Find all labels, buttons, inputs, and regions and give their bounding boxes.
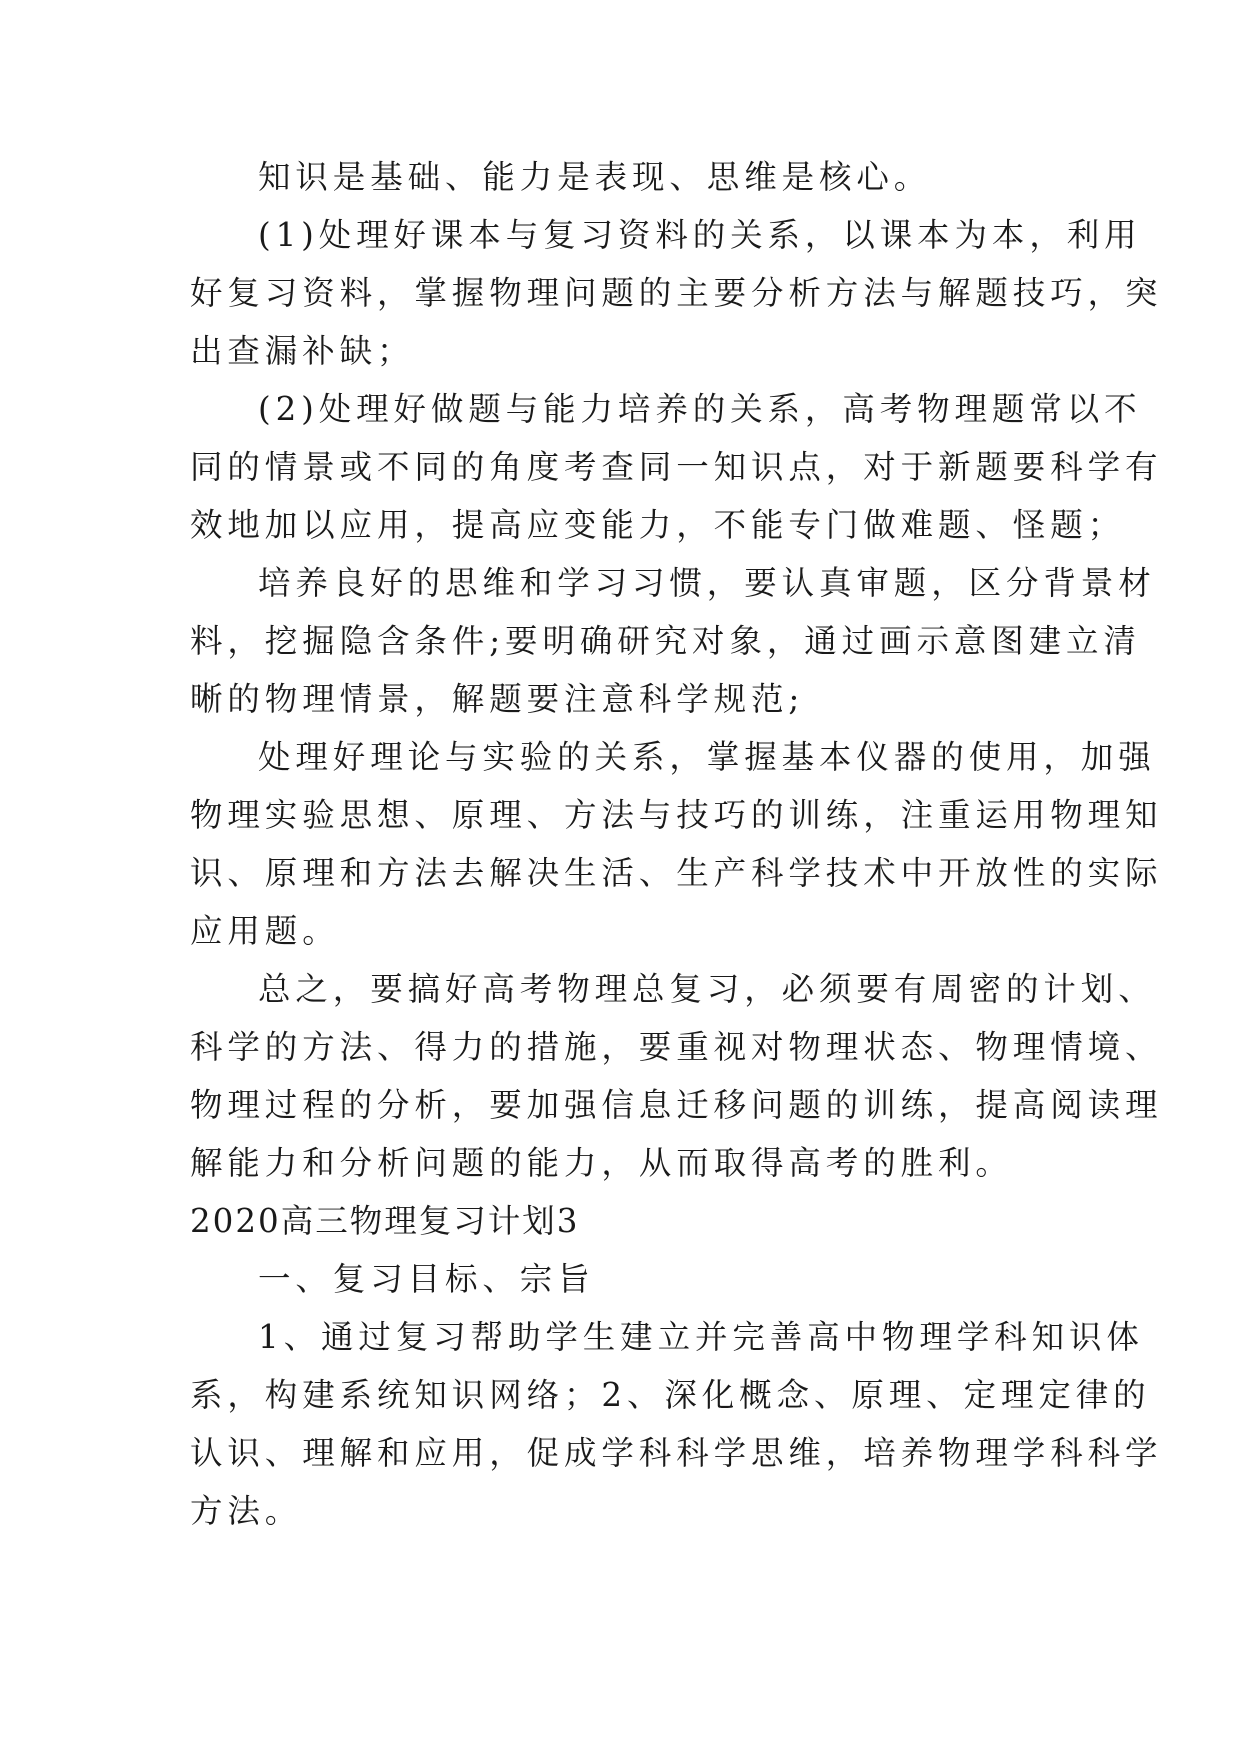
text-line: 同的情景或不同的角度考查同一知识点，对于新题要科学有 xyxy=(190,448,1163,486)
text-line: 方法。 xyxy=(190,1492,303,1530)
text-line: 科学的方法、得力的措施，要重视对物理状态、物理情境、 xyxy=(190,1028,1163,1066)
paragraph-2 xyxy=(190,206,1163,380)
text-line: 知识是基础、能力是表现、思维是核心。 xyxy=(258,158,932,196)
text-line: 物理实验思想、原理、方法与技巧的训练，注重运用物理知 xyxy=(190,796,1163,834)
text-line: 1、通过复习帮助学生建立并完善高中物理学科知识体 xyxy=(258,1318,1144,1356)
section-paragraph-2 xyxy=(190,1308,1163,1540)
text-line: 一、复习目标、宗旨 xyxy=(258,1260,595,1298)
document-page xyxy=(190,148,1163,1540)
text-line: 总之，要搞好高考物理总复习，必须要有周密的计划、 xyxy=(258,970,1156,1008)
paragraph-1 xyxy=(190,148,1060,206)
text-line: 出查漏补缺； xyxy=(190,332,415,370)
text-line: (1)处理好课本与复习资料的关系，以课本为本，利用 xyxy=(258,216,1142,254)
text-line: 处理好理论与实验的关系，掌握基本仪器的使用，加强 xyxy=(258,738,1156,776)
text-line: 系，构建系统知识网络；2、深化概念、原理、定理定律的 xyxy=(190,1376,1151,1414)
text-line: 认识、理解和应用，促成学科科学思维，培养物理学科科学 xyxy=(190,1434,1163,1472)
text-line: 效地加以应用，提高应变能力，不能专门做难题、怪题； xyxy=(190,506,1126,544)
paragraph-4 xyxy=(190,554,1156,728)
text-line: 晰的物理情景，解题要注意科学规范; xyxy=(190,680,805,718)
text-line: 好复习资料，掌握物理问题的主要分析方法与解题技巧，突 xyxy=(190,274,1163,312)
text-line: 培养良好的思维和学习习惯，要认真审题，区分背景材 xyxy=(258,564,1156,602)
paragraph-6 xyxy=(190,960,1163,1192)
text-line: 解能力和分析问题的能力，从而取得高考的胜利。 xyxy=(190,1144,1013,1182)
section-paragraph-1 xyxy=(190,1250,1060,1308)
text-line: 应用题。 xyxy=(190,912,340,950)
paragraph-5 xyxy=(190,728,1163,960)
paragraph-3 xyxy=(190,380,1163,554)
text-line: (2)处理好做题与能力培养的关系，高考物理题常以不 xyxy=(258,390,1142,428)
text-line: 料，挖掘隐含条件;要明确研究对象，通过画示意图建立清 xyxy=(190,622,1141,660)
text-line: 识、原理和方法去解决生活、生产科学技术中开放性的实际 xyxy=(190,854,1163,892)
section-title xyxy=(190,1192,1060,1250)
section-title-text: 2020高三物理复习计划3 xyxy=(190,1202,580,1240)
text-line: 物理过程的分析，要加强信息迁移问题的训练，提高阅读理 xyxy=(190,1086,1163,1124)
